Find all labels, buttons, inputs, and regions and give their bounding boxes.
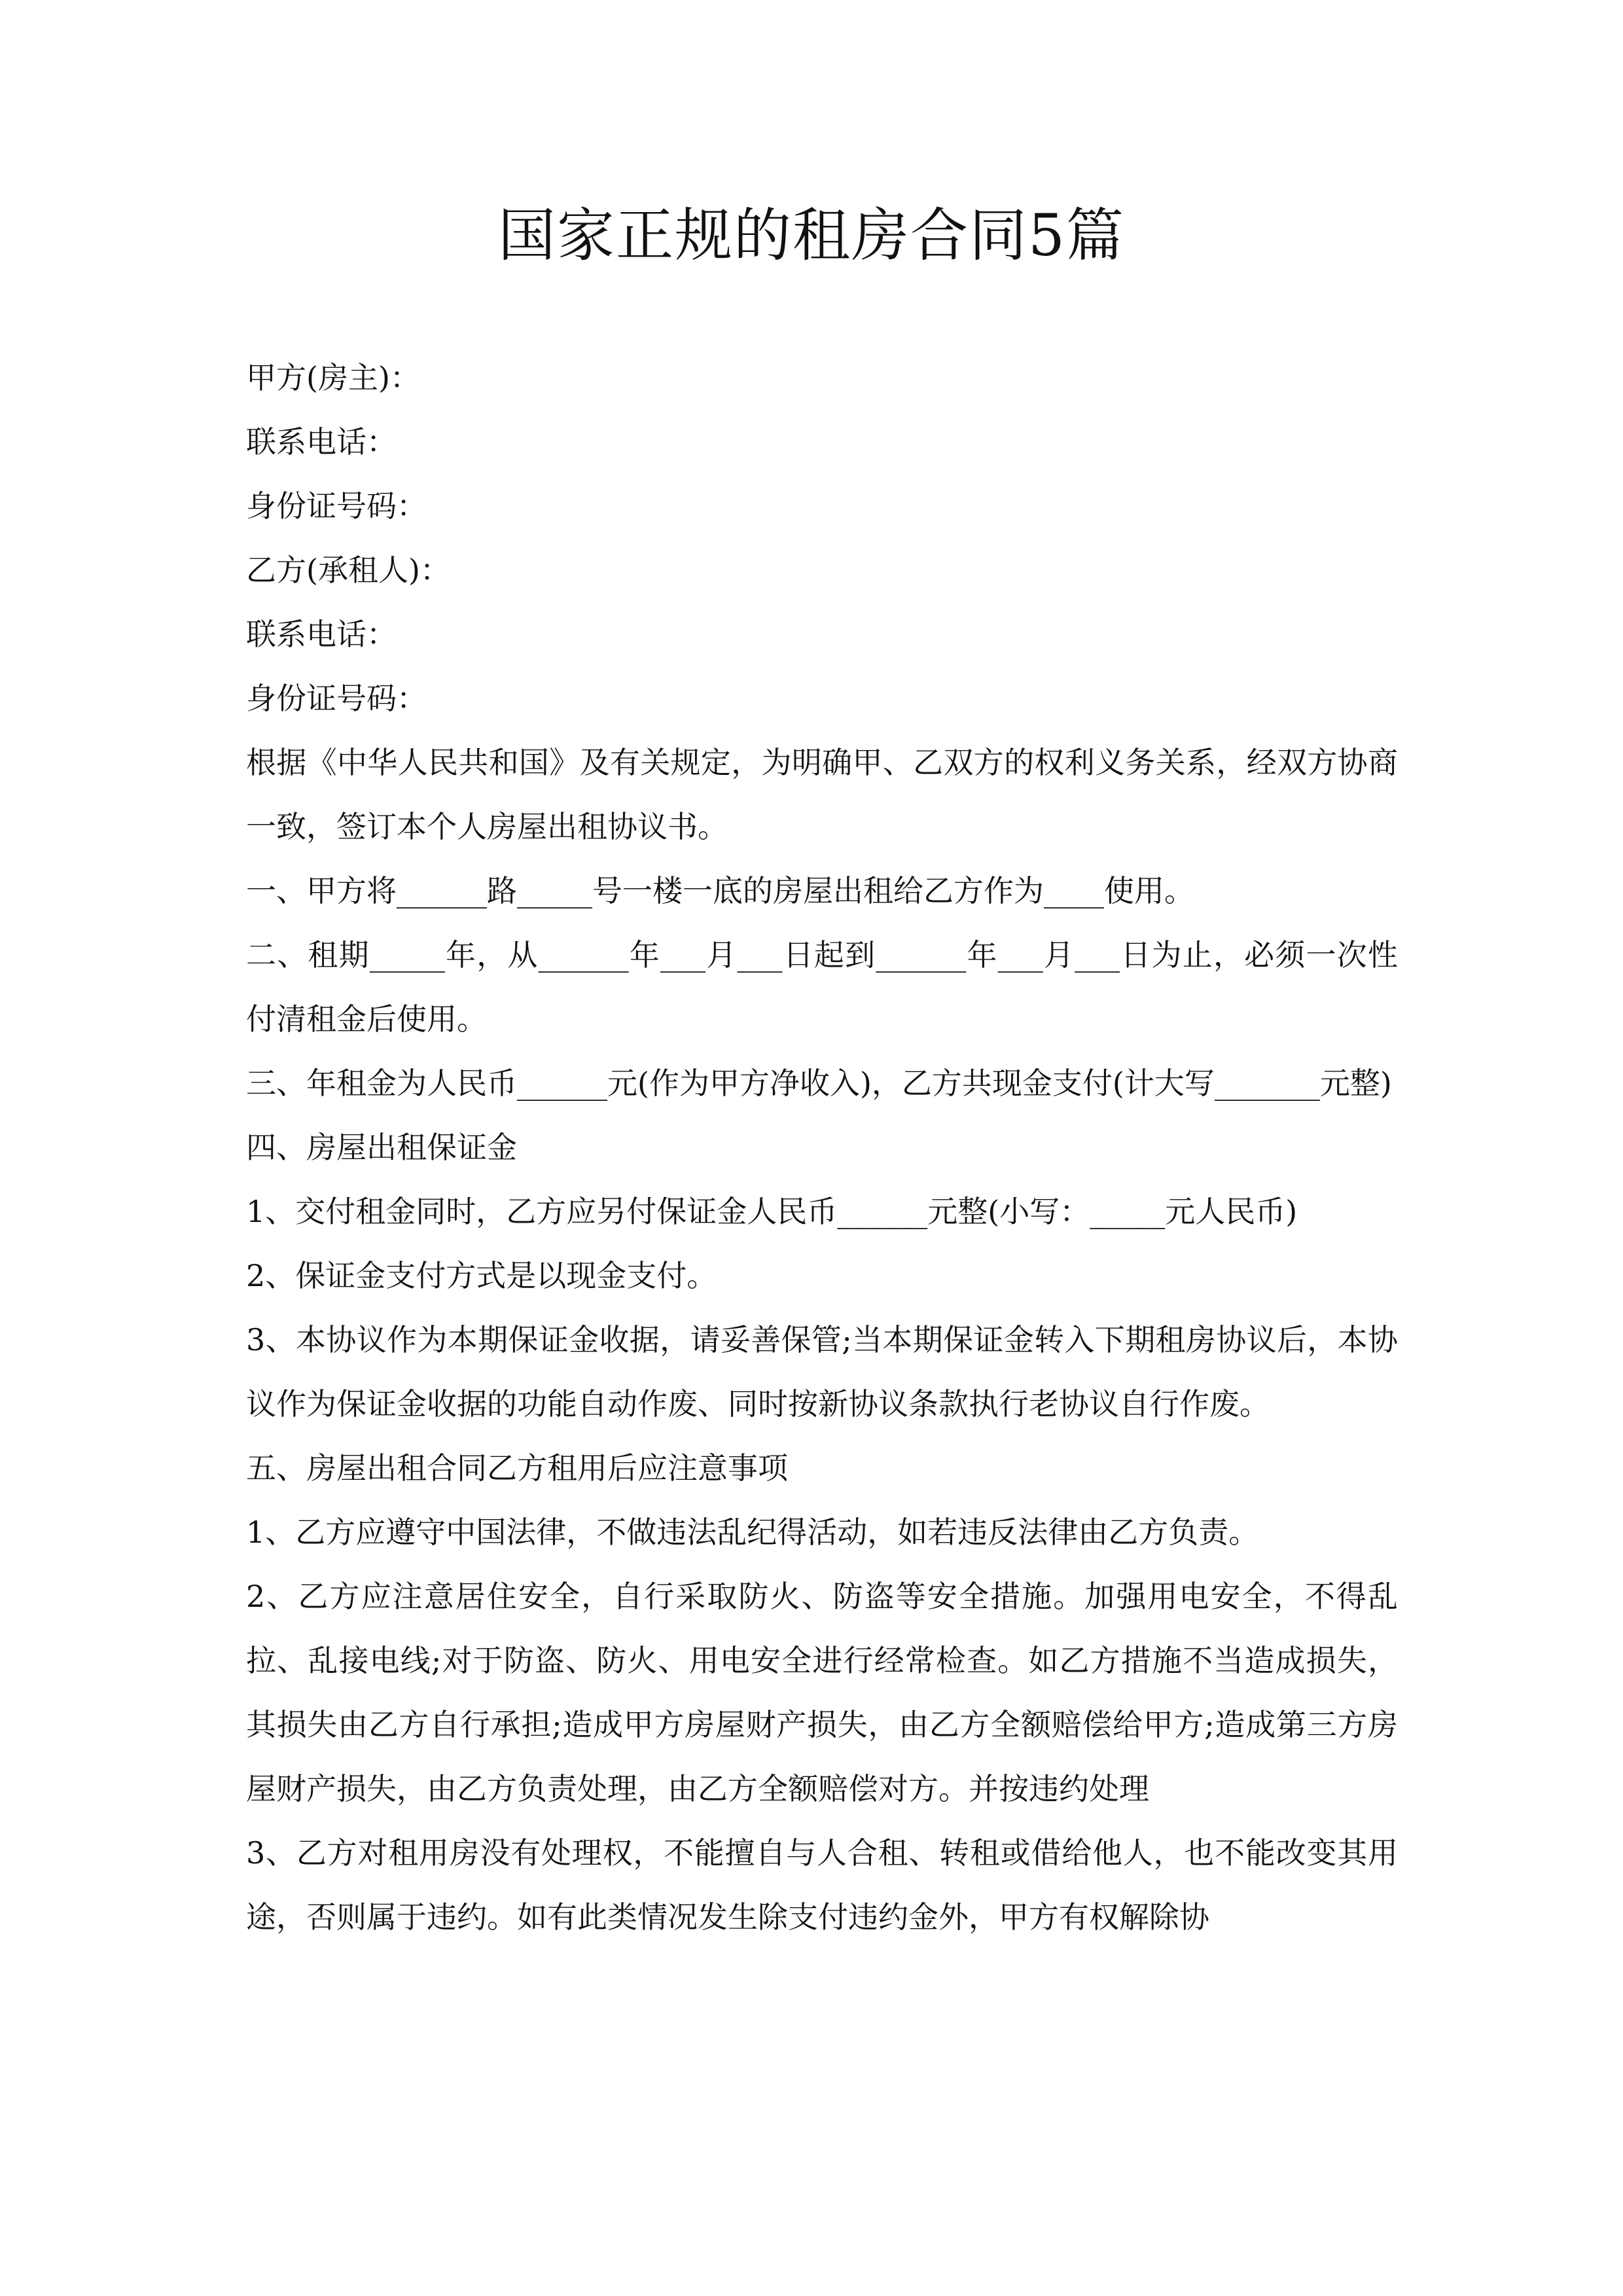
clause-5-heading: 五、房屋出租合同乙方租用后应注意事项	[246, 1450, 788, 1486]
clause-5-item-2: 2、乙方应注意居住安全，自行采取防火、防盗等安全措施。加强用电安全，不得乱拉、乱接电线;对于防盗、防火、用电安全进行经常检查。如乙方措施不当造成损失，其损失由乙方自行承担;造成甲方房屋财产损失，由乙方全额赔偿给甲方;造成第三方房屋财产损失，由乙方负责处理，由乙方全额赔偿对方。并按违约处理	[246, 1579, 1398, 1806]
preamble-paragraph: 根据《中华人民共和国》及有关规定，为明确甲、乙双方的权利义务关系，经双方协商一致，签订本个人房屋出租协议书。	[246, 745, 1398, 844]
clause-4-item-1: 1、交付租金同时，乙方应另付保证金人民币______元整(小写：_____元人民币)	[246, 1194, 1298, 1229]
clause-1-premises: 一、甲方将______路_____号一楼一底的房屋出租给乙方作为____使用。	[246, 873, 1194, 908]
tenant-phone-line: 联系电话：	[246, 617, 397, 652]
clause-4-item-2: 2、保证金支付方式是以现金支付。	[246, 1258, 717, 1293]
clause-4-heading: 四、房屋出租保证金	[246, 1130, 517, 1165]
landlord-party-line: 甲方(房主)：	[246, 360, 420, 395]
clause-2-term: 二、租期_____年，从______年___月___日起到______年___月___日为止，必须一次性付清租金后使用。	[246, 937, 1398, 1037]
clause-5-item-3: 3、乙方对租用房没有处理权，不能擅自与人合租、转租或借给他人，也不能改变其用途，否则属于违约。如有此类情况发生除支付违约金外，甲方有权解除协	[246, 1835, 1398, 1935]
clause-5-item-1: 1、乙方应遵守中国法律，不做违法乱纪得活动，如若违反法律由乙方负责。	[246, 1515, 1259, 1550]
document-body	[246, 346, 1398, 1949]
tenant-id-line: 身份证号码：	[246, 681, 427, 716]
landlord-id-line: 身份证号码：	[246, 488, 427, 524]
clause-4-item-3: 3、本协议作为本期保证金收据，请妥善保管;当本期保证金转入下期租房协议后，本协议作为保证金收据的功能自动作废、同时按新协议条款执行老协议自行作废。	[246, 1322, 1398, 1422]
landlord-phone-line: 联系电话：	[246, 424, 397, 459]
clause-3-rent: 三、年租金为人民币______元(作为甲方净收入)，乙方共现金支付(计大写_______元整)	[246, 1066, 1392, 1101]
tenant-party-line: 乙方(承租人)：	[246, 552, 450, 588]
document-title: 国家正规的租房合同5篇	[498, 202, 1125, 269]
